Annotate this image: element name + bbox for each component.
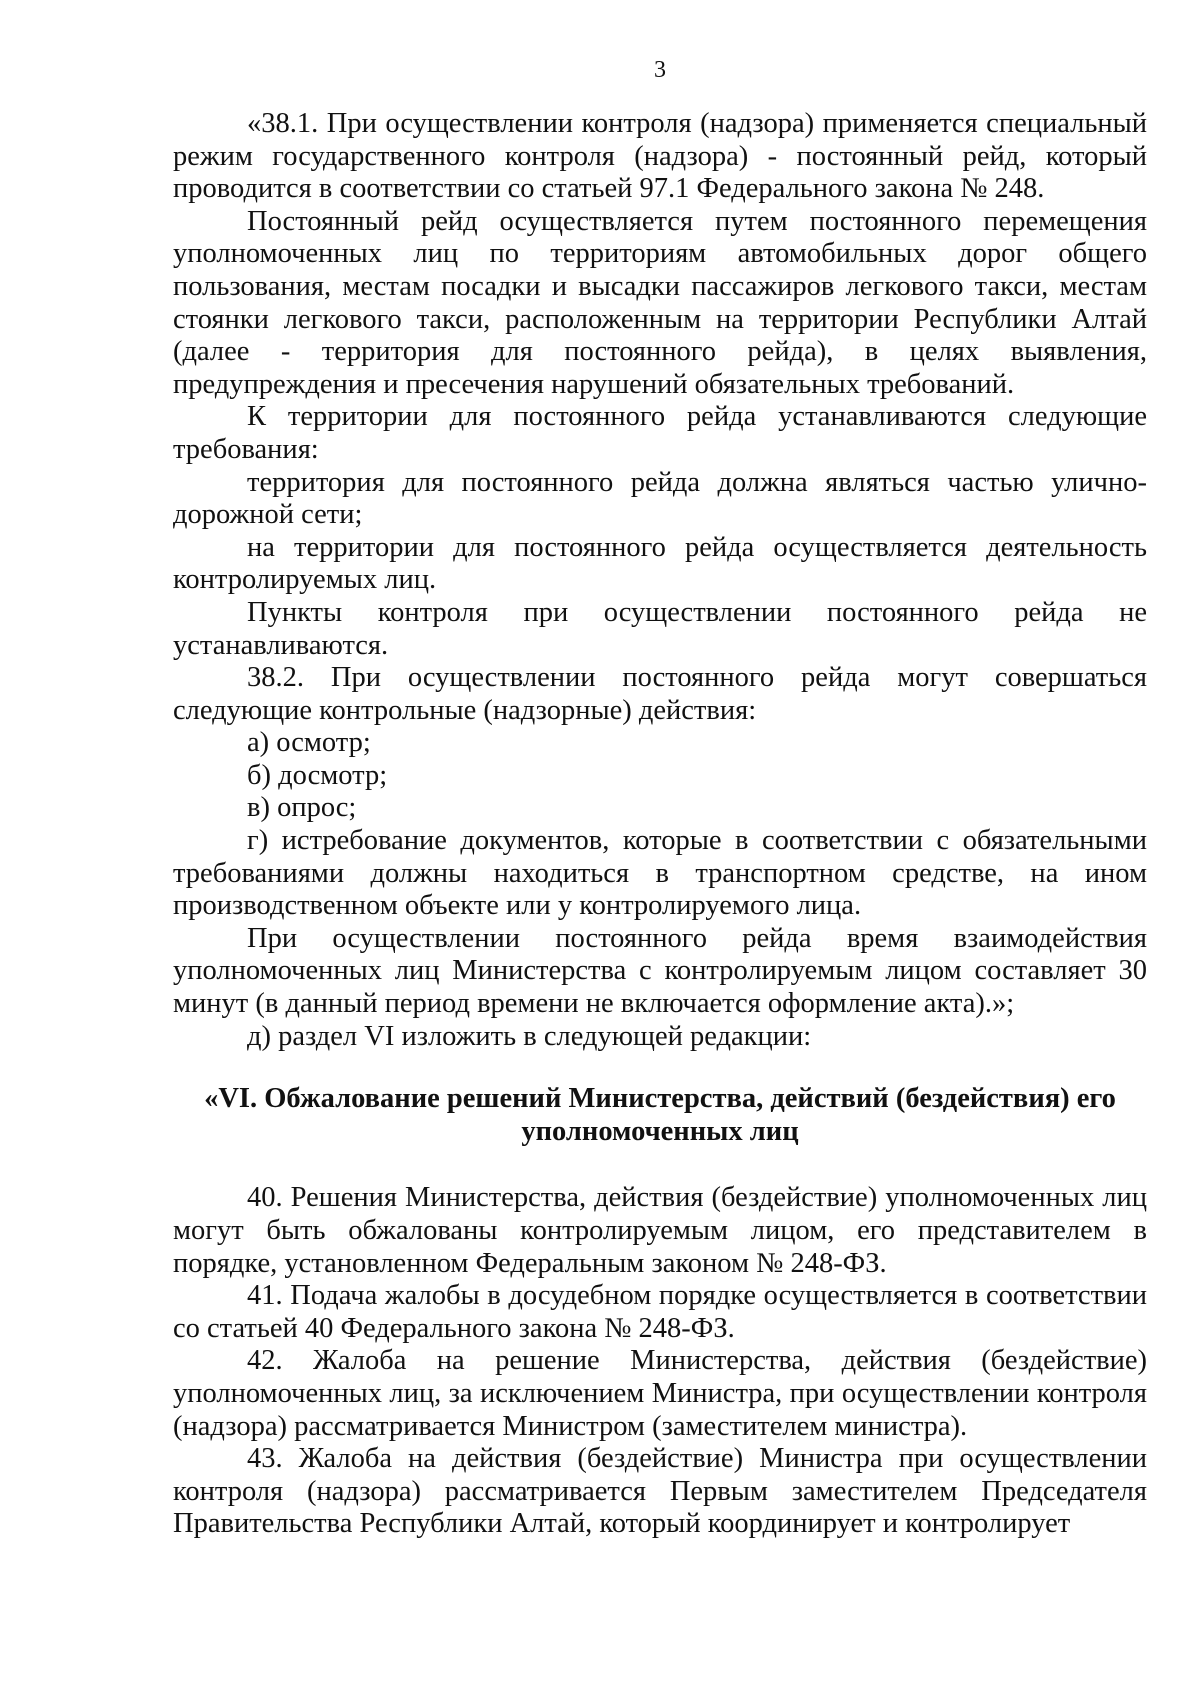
paragraph-territory-requirements: К территории для постоянного рейда устанавливаются следующие требования: [173, 401, 1147, 465]
paragraph-controlled-activity: на территории для постоянного рейда осуществляется деятельность контролируемых лиц. [173, 531, 1147, 596]
paragraph-permanent-raid: Постоянный рейд осуществляется путем постоянного перемещения уполномоченных лиц по территориям автомобильных дорог общего пользования, местам посадки и высадки пассажиров легкового такси, местам стоянки легкового такси, расположенным на территории Республики Алтай (далее - территория для постоянного рейда), в целях выявления, предупреждения и пресечения нарушений обязательных требований. [173, 205, 1147, 400]
list-item-b: б) досмотр; [247, 759, 388, 791]
paragraph-road-network: территория для постоянного рейда должна являться частью улично-дорожной сети; [173, 466, 1147, 531]
paragraph-40: 40. Решения Министерства, действия (бездействие) уполномоченных лиц могут быть обжалованы контролируемым лицом, его представителем в порядке, установленном Федеральным законом № 248-ФЗ. [173, 1182, 1147, 1279]
page-number: 3 [654, 57, 666, 83]
paragraph-42: 42. Жалоба на решение Министерства, действия (бездействие) уполномоченных лиц, за исключением Министра, при осуществлении контроля (надзора) рассматривается Министром (заместителем министра). [173, 1345, 1147, 1442]
paragraph-41: 41. Подача жалобы в досудебном порядке осуществляется в соответствии со статьей 40 Федерального закона № 248-ФЗ. [173, 1280, 1147, 1344]
paragraph-38-2: 38.2. При осуществлении постоянного рейда могут совершаться следующие контрольные (надзорные) действия: [173, 662, 1147, 726]
list-item-a: а) осмотр; [247, 727, 371, 759]
paragraph-interaction-time: При осуществлении постоянного рейда время взаимодействия уполномоченных лиц Министерства с контролируемым лицом составляет 30 минут (в данный период времени не включается оформление акта).»; [173, 922, 1147, 1020]
paragraph-38-1: «38.1. При осуществлении контроля (надзора) применяется специальный режим государственного контроля (надзора) - постоянный рейд, который проводится в соответствии со статьей 97.1 Федерального закона № 248. [173, 108, 1147, 205]
document-body [173, 108, 1147, 1541]
paragraph-43: 43. Жалоба на действия (бездействие) Министра при осуществлении контроля (надзора) рассматривается Первым заместителем Председателя Правительства Республики Алтай, который координирует и контролирует [173, 1443, 1147, 1540]
section-heading: «VI. Обжалование решений Министерства, действий (бездействия) его уполномоченных лиц [204, 1083, 1116, 1147]
paragraph-control-points: Пункты контроля при осуществлении постоянного рейда не устанавливаются. [173, 596, 1147, 661]
list-item-d: д) раздел VI изложить в следующей редакции: [247, 1020, 812, 1052]
list-item-v: в) опрос; [247, 792, 357, 824]
list-item-g: г) истребование документов, которые в соответствии с обязательными требованиями должны находиться в транспортном средстве, на ином производственном объекте или у контролируемого лица. [173, 825, 1147, 922]
